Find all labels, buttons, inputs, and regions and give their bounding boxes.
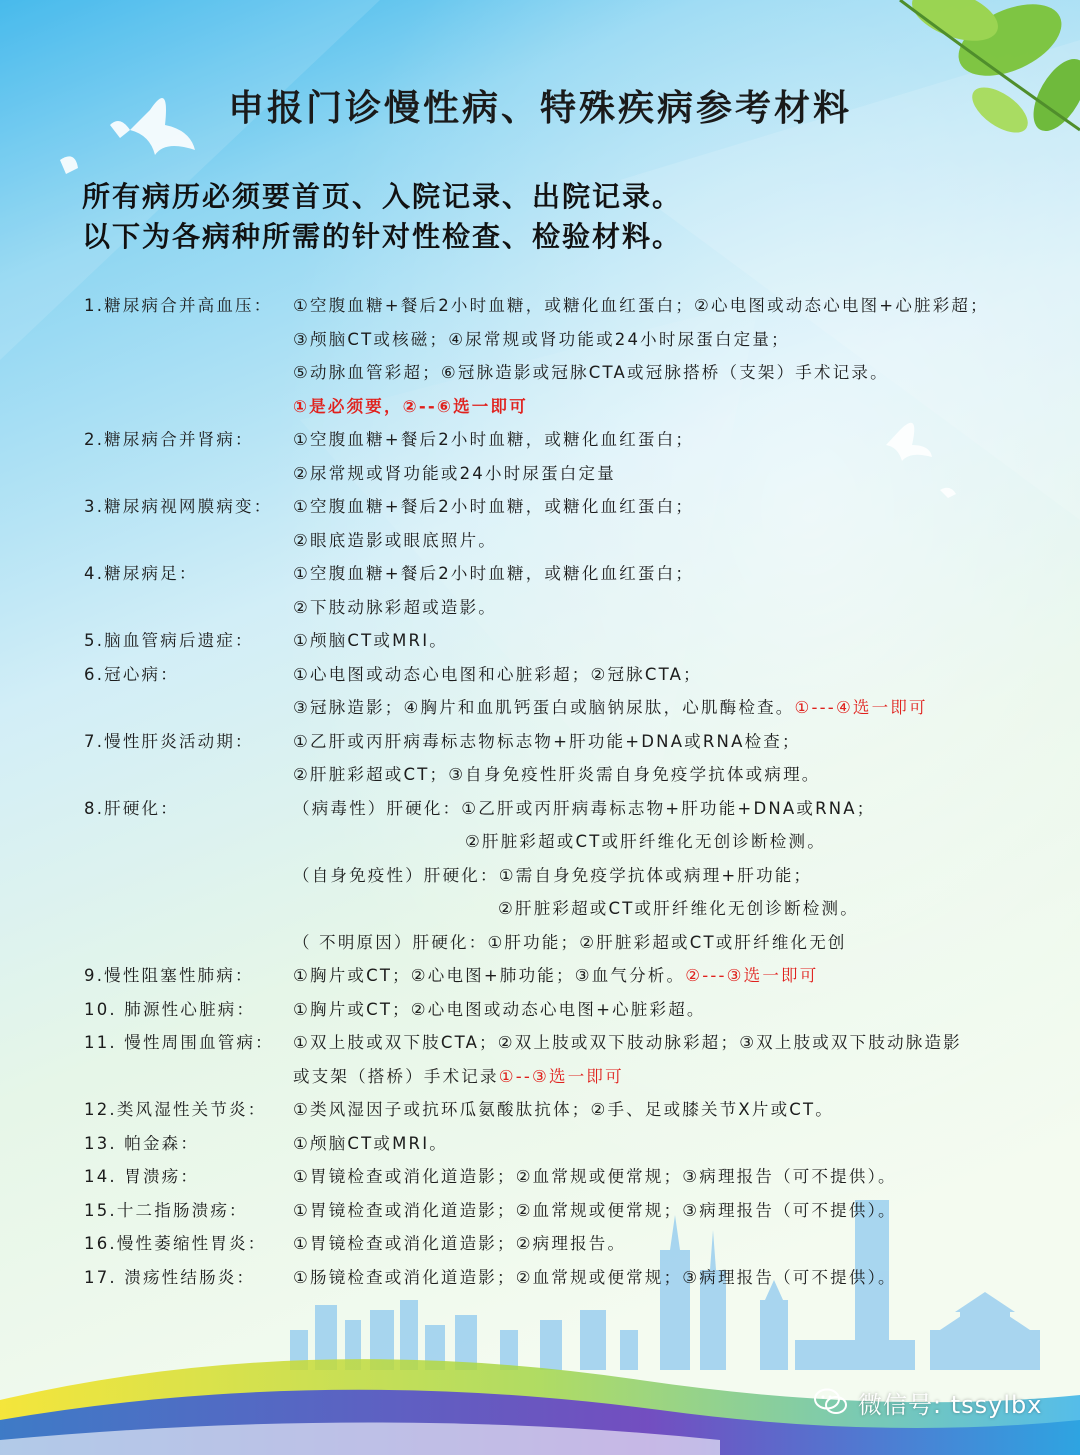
- requirement-line: [293, 493, 694, 517]
- selection-note: ①---④选一即可: [794, 698, 928, 717]
- requirement-text: ①颅脑CT或MRI。: [293, 631, 448, 650]
- requirement-text: （ 不明原因）肝硬化：①肝功能；②肝脏彩超或CT或肝纤维化无创: [293, 932, 847, 952]
- requirement-line: [293, 594, 497, 618]
- requirement-line: [293, 359, 889, 383]
- requirement-text: ③颅脑CT或核磁；④尿常规或肾功能或24小时尿蛋白定量；: [293, 329, 790, 349]
- requirement-line: [293, 527, 497, 551]
- selection-note: ②---③选一即可: [685, 966, 819, 985]
- requirement-line: [293, 1230, 626, 1254]
- wechat-icon: [814, 1388, 848, 1416]
- requirement-line: [293, 761, 820, 785]
- requirement-text: ①双上肢或双下肢CTA；②双上肢或双下肢动脉彩超；③双上肢或双下肢动脉造影: [293, 1033, 962, 1052]
- requirement-text: ①胃镜检查或消化道造影；②血常规或便常规；③病理报告（可不提供）。: [293, 1200, 897, 1220]
- requirement-line: [293, 460, 616, 484]
- requirement-line: [293, 661, 702, 685]
- requirement-text: ②下肢动脉彩超或造影。: [293, 597, 497, 617]
- requirement-line: [293, 1029, 962, 1053]
- intro-line-2: 以下为各病种所需的针对性检查、检验材料。: [82, 220, 683, 253]
- requirement-line: [293, 627, 448, 651]
- disease-label: 11. 慢性周围血管病：: [84, 1033, 274, 1052]
- disease-label: 4.糖尿病足：: [84, 564, 198, 583]
- requirement-line: [293, 929, 847, 953]
- requirement-text: ①空腹血糖+餐后2小时血糖，或糖化血红蛋白；: [293, 497, 695, 516]
- requirement-line: [293, 694, 928, 718]
- requirement-text: ①心电图或动态心电图和心脏彩超；②冠脉CTA；: [293, 664, 702, 684]
- disease-label: 15.十二指肠溃疡：: [84, 1200, 248, 1220]
- requirement-line: [293, 996, 706, 1020]
- requirement-line: [293, 1096, 834, 1120]
- disease-label: 12.类风湿性关节炎：: [84, 1100, 267, 1119]
- requirement-text: （病毒性）肝硬化：①乙肝或丙肝病毒标志物+肝功能+DNA或RNA；: [293, 798, 876, 818]
- requirement-text: ③冠脉造影；④胸片和血肌钙蛋白或脑钠尿肽，心肌酶检查。: [293, 698, 795, 717]
- page-title: 申报门诊慢性病、特殊疾病参考材料: [227, 87, 852, 129]
- requirement-line: [465, 828, 826, 852]
- requirement-line: [293, 326, 790, 350]
- disease-label: 3.糖尿病视网膜病变：: [84, 497, 273, 516]
- disease-label: 14. 胃溃疡：: [84, 1167, 200, 1186]
- requirement-text: ②肝脏彩超或CT或肝纤维化无创诊断检测。: [498, 899, 859, 918]
- intro-line-1: 所有病历必须要首页、入院记录、出院记录。: [82, 180, 683, 213]
- watermark-text: 微信号: tssylbx: [858, 1391, 1043, 1419]
- requirement-text: ①类风湿因子或抗环瓜氨酸肽抗体；②手、足或膝关节X片或CT。: [293, 1100, 834, 1119]
- requirement-text: ①肠镜检查或消化道造影；②血常规或便常规；③病理报告（可不提供）。: [293, 1267, 897, 1287]
- requirement-text: ②眼底造影或眼底照片。: [293, 530, 497, 550]
- requirement-line: [293, 393, 528, 417]
- requirement-line: [293, 1264, 897, 1288]
- requirement-text: ②尿常规或肾功能或24小时尿蛋白定量: [293, 463, 616, 483]
- requirement-text: ①胃镜检查或消化道造影；②病理报告。: [293, 1234, 627, 1253]
- disease-label: 7.慢性肝炎活动期：: [84, 731, 254, 751]
- disease-label: 9.慢性阻塞性肺病：: [84, 966, 254, 985]
- disease-label: 17. 溃疡性结肠炎：: [84, 1267, 256, 1287]
- requirement-text: ①空腹血糖+餐后2小时血糖，或糖化血红蛋白；: [293, 430, 695, 449]
- requirement-line: [293, 426, 694, 450]
- requirement-text: ②肝脏彩超或CT；③自身免疫性肝炎需自身免疫学抗体或病理。: [293, 765, 821, 784]
- disease-label: 1.糖尿病合并高血压：: [84, 296, 273, 315]
- requirement-text: ②肝脏彩超或CT或肝纤维化无创诊断检测。: [465, 832, 826, 851]
- requirement-line: [293, 1163, 897, 1187]
- requirement-line: [293, 1063, 624, 1087]
- requirement-line: [293, 292, 989, 316]
- requirement-line: [293, 1197, 897, 1221]
- disease-label: 13. 帕金森：: [84, 1133, 200, 1153]
- requirement-text: （自身免疫性）肝硬化：①需自身免疫学抗体或病理+肝功能；: [293, 865, 813, 885]
- disease-label: 6.冠心病：: [84, 664, 179, 684]
- requirement-text: 或支架（搭桥）手术记录: [293, 1066, 499, 1086]
- disease-label: 5.脑血管病后遗症：: [84, 631, 254, 650]
- requirement-line: [293, 728, 801, 752]
- requirement-line: [293, 962, 818, 986]
- disease-label: 8.肝硬化：: [84, 798, 179, 818]
- requirement-line: [293, 1130, 448, 1154]
- selection-note: ①是必须要，②--⑥选一即可: [293, 396, 528, 416]
- requirement-text: ①乙肝或丙肝病毒标志物标志物+肝功能+DNA或RNA检查；: [293, 731, 801, 751]
- requirement-text: ①空腹血糖+餐后2小时血糖，或糖化血红蛋白；: [293, 564, 695, 583]
- disease-label: 10. 肺源性心脏病：: [84, 999, 256, 1019]
- selection-note: ①--③选一即可: [498, 1066, 624, 1086]
- disease-label: 2.糖尿病合并肾病：: [84, 430, 254, 449]
- requirement-text: ①空腹血糖+餐后2小时血糖，或糖化血红蛋白；②心电图或动态心电图+心脏彩超；: [293, 296, 989, 315]
- requirement-text: ①胸片或CT；②心电图或动态心电图+心脏彩超。: [293, 999, 706, 1019]
- requirement-line: [498, 895, 859, 919]
- requirement-line: [293, 862, 812, 886]
- requirement-text: ①胃镜检查或消化道造影；②血常规或便常规；③病理报告（可不提供）。: [293, 1167, 897, 1186]
- requirement-text: ①颅脑CT或MRI。: [293, 1133, 448, 1153]
- requirement-text: ⑤动脉血管彩超；⑥冠脉造影或冠脉CTA或冠脉搭桥（支架）手术记录。: [293, 363, 889, 382]
- requirement-text: ①胸片或CT；②心电图+肺功能；③血气分析。: [293, 966, 686, 985]
- requirement-line: [293, 795, 875, 819]
- disease-label: 16.慢性萎缩性胃炎：: [84, 1234, 267, 1253]
- requirement-line: [293, 560, 694, 584]
